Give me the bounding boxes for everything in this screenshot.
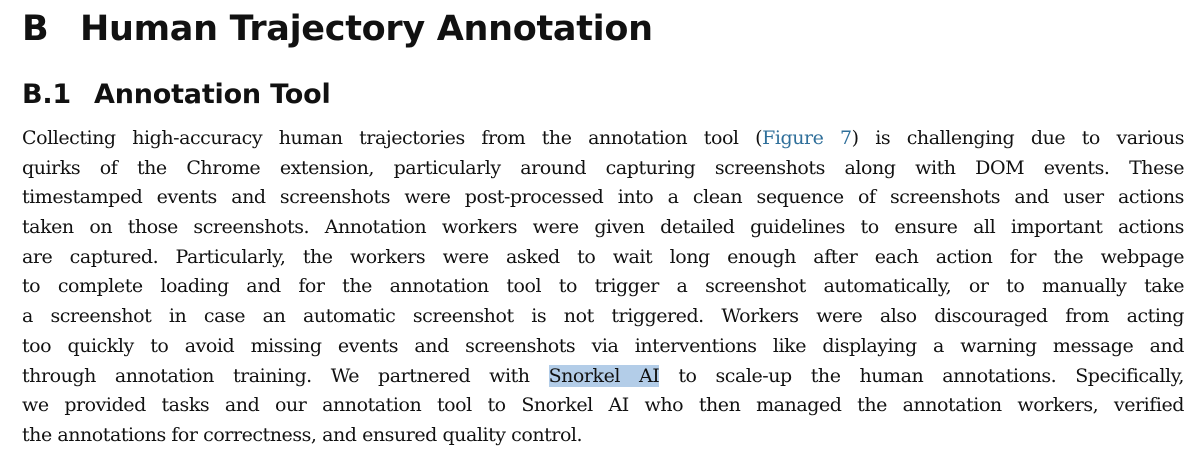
section-title: Human Trajectory Annotation: [80, 9, 653, 49]
text-segment: through annotation training. We partnered with: [22, 364, 549, 387]
paragraph-line: we provided tasks and our annotation tool to Snorkel AI who then managed the annotation workers, verified: [22, 394, 1184, 417]
paragraph-line: timestamped events and screenshots were post-processed into a clean sequence of screenshots and user actions: [22, 186, 1184, 209]
paragraph-line: taken on those screenshots. Annotation workers were given detailed guidelines to ensure all important actions: [22, 216, 1184, 239]
selected-text-highlight[interactable]: Snorkel AI: [548, 364, 660, 387]
paragraph-line: a screenshot in case an automatic screenshot is not triggered. Workers were also discouraged from acting: [22, 305, 1184, 328]
section-heading: [22, 6, 653, 52]
paragraph-line: quirks of the Chrome extension, particularly around capturing screenshots along with DOM events. These: [22, 156, 1184, 179]
subsection-title: Annotation Tool: [94, 79, 331, 110]
paragraph-line: are captured. Particularly, the workers were asked to wait long enough after each action for the webpage: [22, 245, 1184, 268]
figure-reference-link[interactable]: Figure 7: [762, 127, 852, 149]
section-number: B: [22, 9, 49, 49]
paragraph-line: [22, 124, 1184, 154]
subsection-heading: [22, 76, 331, 114]
paragraph-line: [22, 362, 1184, 392]
text-segment: to scale-up the human annotations. Specifically,: [659, 364, 1184, 387]
text-segment: Collecting high-accuracy human trajectories from the annotation tool (: [22, 127, 763, 149]
paragraph-line: too quickly to avoid missing events and screenshots via interventions like displaying a warning message and: [22, 334, 1184, 357]
text-segment: ) is challenging due to various: [851, 127, 1184, 149]
paragraph-line: to complete loading and for the annotation tool to trigger a screenshot automatically, or to manually take: [22, 275, 1184, 298]
paragraph-line: the annotations for correctness, and ensured quality control.: [22, 423, 583, 446]
subsection-number: B.1: [22, 79, 72, 110]
body-paragraph: [22, 124, 1184, 451]
